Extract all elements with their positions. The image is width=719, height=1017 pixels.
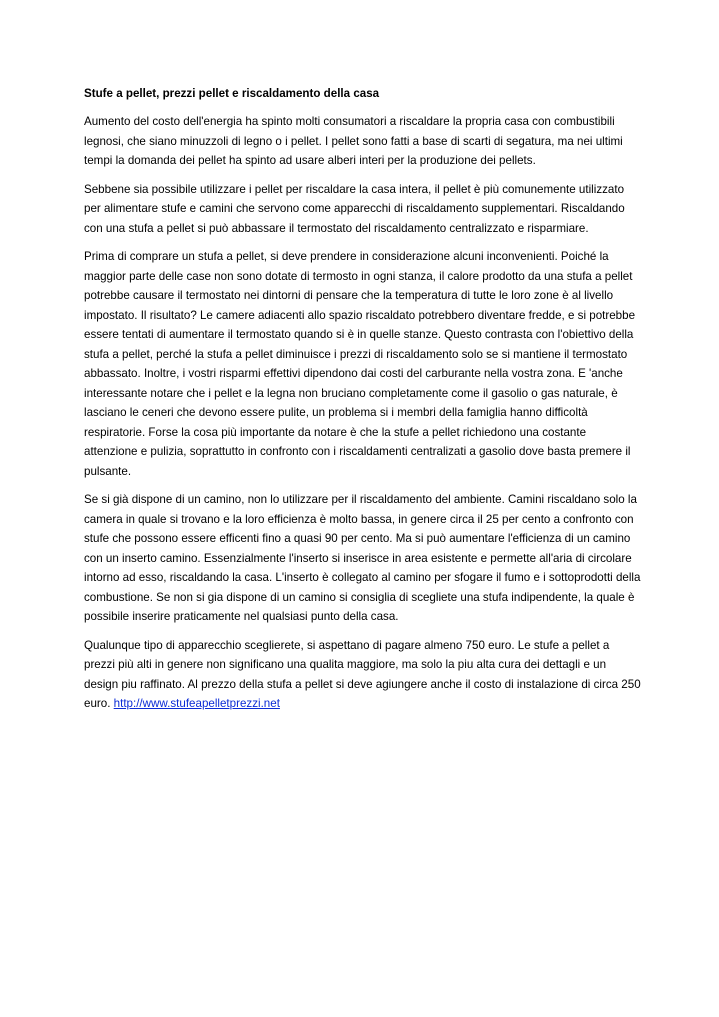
paragraph-drawbacks: Prima di comprare un stufa a pellet, si deve prendere in considerazione alcuni inconvenienti. Poiché la maggior parte delle case non sono dotate di termosto in ogni stanza, il calore prodotto da una stufa a pellet potrebbe causare il termostato nei dintorni di pensare che la temperatura di tutte le loro zone è al livello impostato. Il risultato? Le camere adiacenti allo spazio riscaldato potrebbero diventare fredde, e si potrebbe essere tentati di aumentare il termostato quando si è in quelle stanze. Questo contrasta con l'obiettivo della stufa a pellet, perché la stufa a pellet diminuisce i prezzi di riscaldamento solo se si mantiene il termostato abbassato. Inoltre, i vostri risparmi effettivi dipendono dai costi del carburante nella vostra zona. E 'anche interessante notare che i pellet e la legna non bruciano completamente come il gasolio o gas naturale, è lasciano le ceneri che devono essere pulite, un problema si i membri della famiglia hanno difficoltà respiratorie. Forse la cosa più importante da notare è che la stufe a pellet richiedono una costante attenzione e pulizia, soprattutto in confronto con i riscaldamenti centralizati a gasolio dove basta premere il pulsante. [84, 250, 636, 478]
paragraph-energy-costs: Aumento del costo dell'energia ha spinto molti consumatori a riscaldare la propria casa con combustibili legnosi, che siano minuzzoli di legno o i pellet. I pellet sono fatti a base di scarti di segatura, ma nei ultimi tempi la domanda dei pellet ha spinto ad usare alberi interi per la produzione dei pellets. [84, 115, 623, 167]
website-link[interactable]: http://www.stufeapelletprezzi.net [113, 697, 280, 710]
paragraph-prices [84, 636, 642, 714]
document-title: Stufe a pellet, prezzi pellet e riscaldamento della casa [84, 87, 380, 100]
paragraph-prices-text: Qualunque tipo di apparecchio sceglierete, si aspettano di pagare almeno 750 euro. Le stufe a pellet a prezzi più alti in genere non significano una qualita maggiore, ma solo la piu alta cura dei dettagli e un design piu raffinato. Al prezzo della stufa a pellet si deve agiungere anche il costo di instalazione di circa 250 euro. [84, 638, 641, 710]
paragraph-fireplace: Se si già dispone di un camino, non lo utilizzare per il riscaldamento del ambiente. Camini riscaldano solo la camera in quale si trovano e la loro efficienza è molto bassa, in genere circa il 25 per cento a confronto con stufe che possono essere efficenti fino a quasi 90 per cento. Ma si può aumentare l'efficienza di un camino con un inserto camino. Essenzialmente l'inserto si inserisce in area esistente e permette all'aria di circolare intorno ad esso, riscaldando la casa. L'inserto è collegato al camino per sfogare il fumo e i sottoprodotti della combustione. Se non si gia dispone di un camino si consiglia di scegliete una stufa indipendente, la quale è possibile inserire praticamente nel qualsiasi punto della casa. [84, 493, 641, 623]
document-body [84, 84, 642, 723]
paragraph-pellet-usage: Sebbene sia possibile utilizzare i pellet per riscaldare la casa intera, il pellet è più comunemente utilizzato per alimentare stufe e camini che servono come apparecchi di riscaldamento supplementari. Riscaldando con una stufa a pellet si può abbassare il termostato del riscaldamento centralizzato e risparmiare. [84, 182, 625, 235]
